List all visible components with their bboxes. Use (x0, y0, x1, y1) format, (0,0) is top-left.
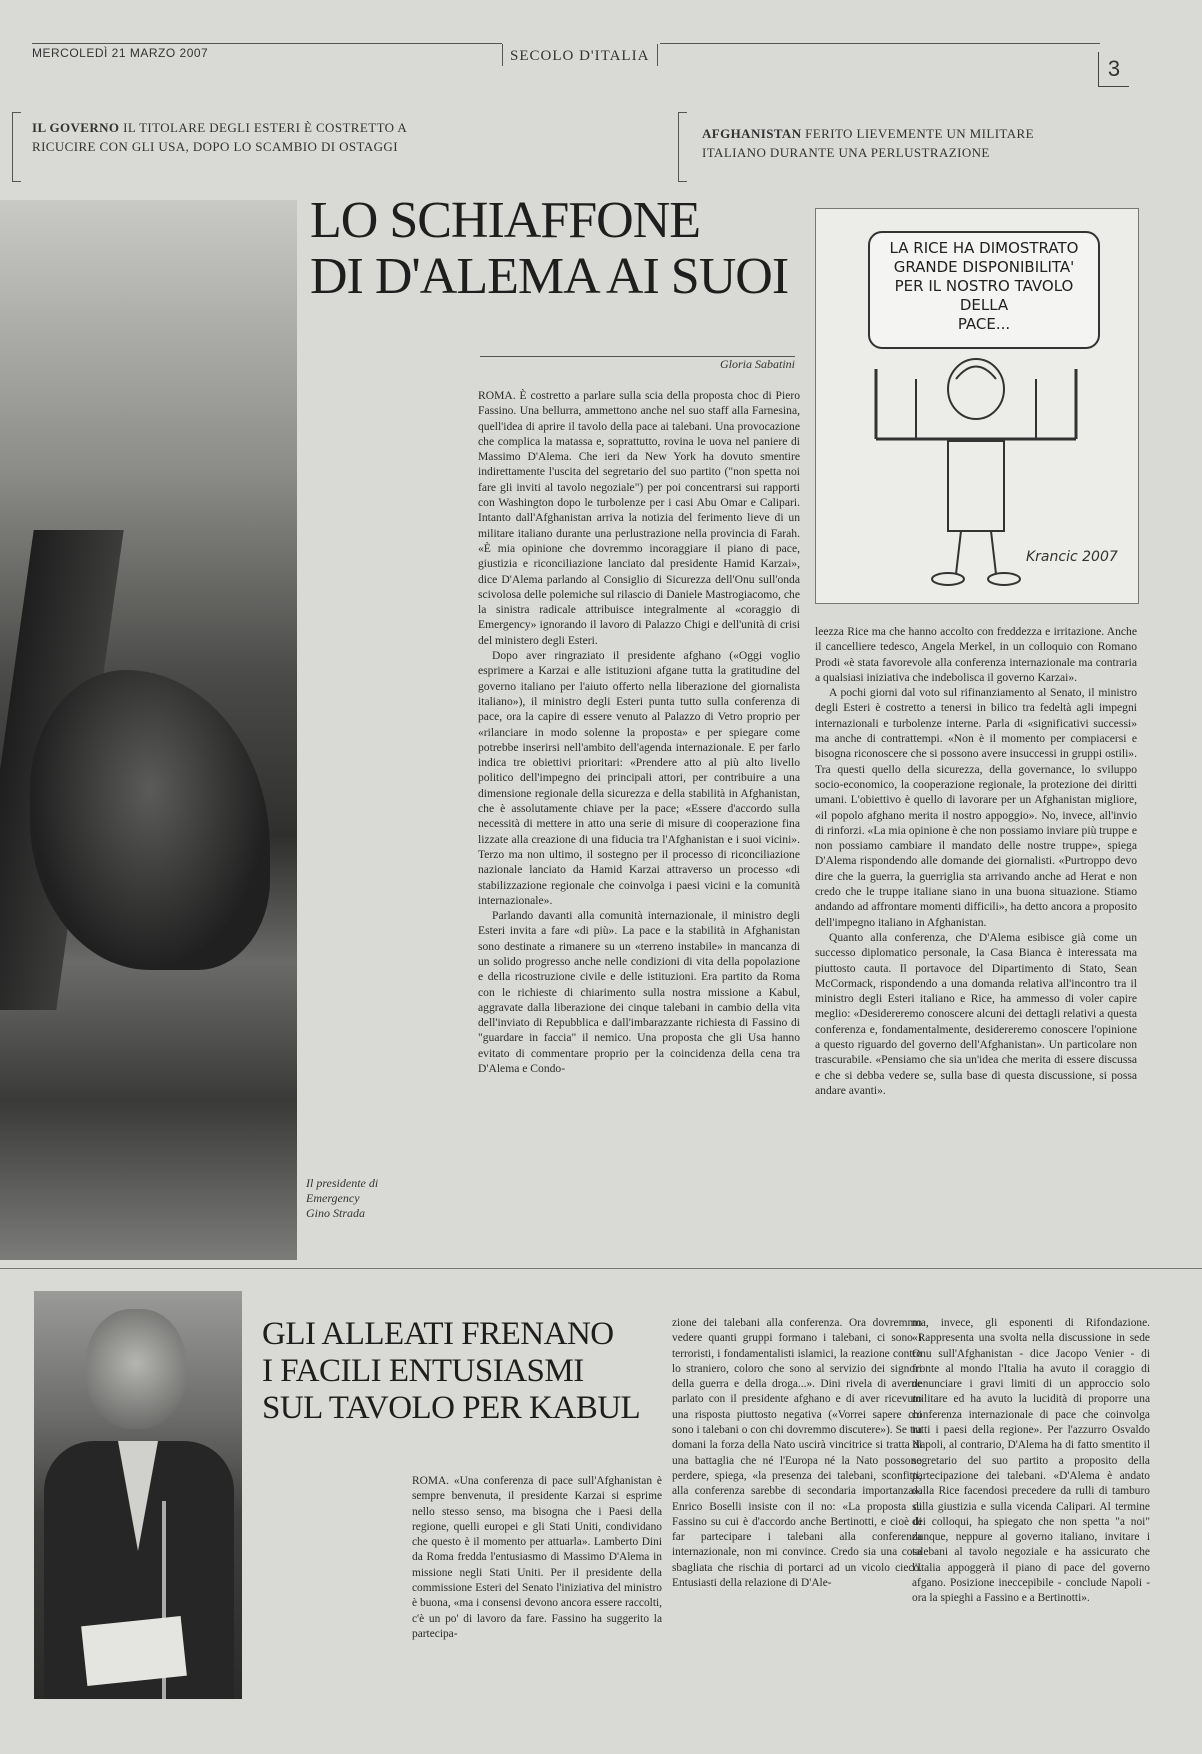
main-article-paragraph: Dopo aver ringraziato il presidente afghano («Oggi voglio esprimere a Karzai e alle istituzioni afgane tutta la gratitudine del governo italiano per l'aiuto offerto nella liberazione del giornalista italiano»), il ministro degli Esteri punta tutto sulla conferenza di pace, ora la capire di essere venuto al Palazzo di Vetro proprio per «rilanciare in modo solenne la proposta» e per spiegare come potrebbe inserirsi nell'ambito dell'agenda internazionale. E per farlo indica tre obiettivi prioritari: «Prendere atto al più alto livello politico dell'impegno dei principali attori, per contribuire a una dimensione regionale della sicurezza e della stabilità in Afghanistan, che è assolutamente chiave per la pace; «Essere d'accordo sulla necessità di mettere in atto una serie di misure di cooperazione fina lizzate alla creazione di una fiducia tra l'Afghanistan e i suoi vicini». Terzo ma non ultimo, il sostegno per il processo di riconciliazione nazionale lanciato da Hamid Karzai attraverso un processo «di stabilizzazione regionale che coinvolga i paesi vicini e la comunità internazionale». (478, 649, 800, 907)
second-article-column-1: ROMA. «Una conferenza di pace sull'Afghanistan è sempre benvenuta, il presidente Karzai si esprime nello stesso senso, ma bisogna che i Paesi della regione, quelli europei e gli Stati Uniti, condividano che questo è il momento per attuarla». Lamberto Dini da Roma fredda l'entusiasmo di Massimo D'Alema in missione negli Stati Uniti. Per il presidente della commissione Esteri del Senato l'iniziativa del ministro è buona, «ma i consensi devono ancora essere raccolti, c'è un po' di lavoro da fare. Fassino ha suggerito la partecipa- (412, 1475, 662, 1640)
main-article-paragraph: leezza Rice ma che hanno accolto con freddezza e irritazione. Anche il cancelliere tedesco, Angela Merkel, in un colloquio con Romano Prodi «è stata favorevole alla conferenza internazionale ma contraria a qualsiasi iniziativa che indebolisca il governo Karzai». (815, 625, 1137, 684)
photo-dalema (34, 1291, 242, 1699)
header-divider (502, 44, 503, 66)
kicker-left-text: IL TITOLARE DEGLI ESTERI È COSTRETTO A RICUCIRE CON GLI USA, DOPO LO SCAMBIO DI OSTAGGI (32, 120, 407, 154)
cartoon-signature: Krancic 2007 (1026, 549, 1118, 565)
photo-paper-shape (81, 1616, 187, 1686)
main-article-paragraph: Quanto alla conferenza, che D'Alema esibisce già come un successo diplomatico personale, la Casa Bianca è interessata ma piuttosto cauta. Il portavoce del Dipartimento di Stato, Sean McCormack, rispondendo a una domanda relativa all'incontro tra il ministro degli Esteri italiano e Rice, ha ammesso di voler capire meglio: «Desidereremo conoscere alcuni dei dettagli relativi a questa conferenza e, fondamentalmente, desidereremo conoscere l'opinione a questo riguardo del governo dell'Afghanistan». Un particolare non trascurabile. «Pensiamo che sia un'idea che merita di essere discussa e che si debba vedere se, sulla base di questa discussione, si possa andare avanti». (815, 930, 1137, 1097)
main-headline (310, 193, 810, 305)
kicker-right-label: AFGHANISTAN (702, 126, 802, 141)
second-article-column-2: zione dei talebani alla conferenza. Ora dovremmo vedere quanti gruppi formano i talebani, ci sono i terroristi, i fondamentalisti islamici, la reazione contro lo straniero, coloro che sono al servizio dei signori della guerra e della droga...». Dini rivela di averne parlato con il presidente afghano e di aver ricevuto una risposta piuttosto negativa («Vorrei sapere chi sono i talebani o con chi dovremmo discutere»). Se tra domani la forza della Nato uscirà vincitrice si tratta di una battaglia che né l'Europa né la Nato possono perdere, spiega, «la presenza dei talebani, sconfitti, alla conferenza sarebbe di secondaria importanza». Enrico Boselli insiste con il no: «La proposta di Fassino su cui è d'accordo anche Bertinotti, e cioè di far partecipare i talebani alla conferenza internazionale, non mi convince. Credo sia una cosa sbagliata che rischia di portarci ad un vicolo cieco. Entusiasti della relazione di D'Ale- (672, 1317, 922, 1590)
issue-date: MERCOLEDÌ 21 MARZO 2007 (32, 46, 209, 60)
photo-sleeve-shape (30, 670, 270, 970)
cartoon-speech-bubble (868, 231, 1100, 349)
kicker-left-label: IL GOVERNO (32, 120, 120, 135)
kicker-right-text: FERITO LIEVEMENTE UN MILITARE ITALIANO DURANTE UNA PERLUSTRAZIONE (702, 126, 1034, 160)
page-number: 3 (1098, 52, 1129, 87)
cartoon (815, 208, 1139, 604)
main-article-column-1 (478, 388, 800, 1076)
kicker-bracket-right (678, 112, 687, 182)
second-article-column-3: ma, invece, gli esponenti di Rifondazione. «Rappresenta una svolta nella discussione in sede Onu sull'Afghanistan - dice Jacopo Venier - di fronte al mondo l'Italia ha avuto il coraggio di denunciare i gravi limiti di un approccio solo militare ed ha avuto la lucidità di proporre una conferenza internazionale di pace che coinvolga tutti i paesi della regione». Per l'azzurro Osvaldo Napoli, al contrario, D'Alema ha di fatto smentito il segretario del suo partito a proposito della partecipazione dei talebani. «D'Alema è andato dalla Rice facendosi precedere da rulli di tamburo sulla giustizia e sulla vicenda Calipari. Al termine dei colloqui, ha spiegato che non spetta "a noi" dunque, neppure al governo italiano, invitare i talebani al tavolo negoziale e ha assicurato che l'Italia appoggerà il piano di pace del governo afgano. Posizione ineccepibile - conclude Napoli - ora la spieghi a Fassino e a Bertinotti». (912, 1317, 1150, 1605)
photo-emergency (0, 200, 297, 1260)
main-headline-line1: LO SCHIAFFONE (310, 192, 701, 249)
cartoon-speech-line3: PER IL NOSTRO TAVOLO DELLA (894, 277, 1074, 314)
cartoon-speech-line4: PACE... (957, 315, 1011, 333)
kicker-left (32, 118, 452, 156)
second-headline-line3: SUL TAVOLO PER KABUL (262, 1390, 641, 1426)
newspaper-name: SECOLO D'ITALIA (510, 48, 650, 64)
photo-caption: Il presidente di Emergency Gino Strada (306, 1176, 379, 1220)
main-article-column-2 (815, 624, 1137, 1098)
main-article-paragraph: ROMA. È costretto a parlare sulla scia della proposta choc di Piero Fassino. Una bellurra, ammettono anche nel suo staff alla Farnesina, quell'idea di aprire il tavolo della pace ai talebani. Una provocazione che complica la matassa e, soprattutto, rovina le uova nel paniere di Massimo D'Alema. Che ieri da New York ha dovuto smentire indirettamente l'uscita del segretario del suo partito ("non spetta noi fare gli inviti al tavolo negoziale") per poi concentrarsi sui rapporti con Washington dopo le turbolenze per i casi Abu Omar e Calipari. Intanto dall'Afghanistan arriva la notizia del ferimento lieve di un militare italiano durante una perlustrazione nella provincia di Farah. «È mia opinione che dovremmo incoraggiare il piano di pace, giustizia e riconciliazione lanciato dal presidente Hamid Karzai», dice D'Alema parlando al Consiglio di Sicurezza dell'Onu sull'onda scivolosa delle polemiche sul rilascio di Daniele Mastrogiacomo, che la sinistra radicale attribuisce integralmente al «coraggio di Emergency» ignorando il lavoro di Palazzo Chigi e dell'unità di crisi del ministero degli Esteri. (478, 389, 800, 647)
kicker-right (702, 124, 1092, 162)
photo-head-shape (86, 1309, 186, 1429)
header-rule-left (32, 43, 502, 44)
main-headline-line2: DI D'ALEMA AI SUOI (310, 248, 789, 305)
header-rule-right (660, 43, 1100, 44)
cartoon-speech-line1: LA RICE HA DIMOSTRATO (889, 239, 1079, 257)
main-article-paragraph: Parlando davanti alla comunità internazionale, il ministro degli Esteri invita a fare «di più». La pace e la stabilità in Afghanistan sono destinate a rimanere su un «terreno instabile» in mancanza di un solido progresso anche nelle condizioni di vita della popolazione e della ricostruzione civile e delle istituzioni. Era partito da Roma con le richieste di chiarimento sulla nostra missione a Kabul, aggravate dalla liberazione dei cinque talebani in cambio della vita dell'inviato di Repubblica e dall'imbarazzante richiesta di Fassino di "guardare in faccia" il nemico. Una proposta che gli Usa hanno evitato di commentare proprio per la coincidenza della cena tra D'Alema e Condo- (478, 909, 800, 1076)
section-divider (0, 1268, 1202, 1269)
header-divider-2 (657, 44, 658, 66)
second-headline-line1: GLI ALLEATI FRENANO (262, 1316, 614, 1352)
second-headline (262, 1316, 662, 1427)
cartoon-speech-line2: GRANDE DISPONIBILITA' (893, 258, 1075, 276)
byline: Gloria Sabatini (480, 356, 795, 372)
main-article-paragraph: A pochi giorni dal voto sul rifinanziamento al Senato, il ministro degli Esteri è costretto a tenersi in bilico tra fedeltà agli impegni internazionali e turbolenze interne. Parla di «significativi successi» ma anche di contrattempi. «Non è il momento per compiacersi e bisogna riconoscere che si possono avere insuccessi in gruppi ostili». Tra questi quello della sicurezza, della governance, lo sviluppo socio-economico, la cooperazione regionale, la protezione dei diritti umani. L'obiettivo è quello di lavorare per un Afghanistan migliore, «il popolo afghano merita il nostro appoggio». No, invece, all'invio di rinforzi. «La mia opinione è che non possiamo inviare più truppe e non possiamo cambiare il mandato delle nostre truppe», spiega D'Alema rispondendo alle domande dei giornalisti. «Purtroppo devo dire che la guerra, la guerriglia sta arrivando anche ad Herat e non credo che le truppe italiane siano in una buona situazione. Stiamo andando ad affrontare momenti difficili», ha detto ancora a proposito dell'impegno italiano in Afghanistan. (815, 686, 1137, 929)
second-headline-line2: I FACILI ENTUSIASMI (262, 1353, 584, 1389)
kicker-bracket-left (12, 112, 21, 182)
